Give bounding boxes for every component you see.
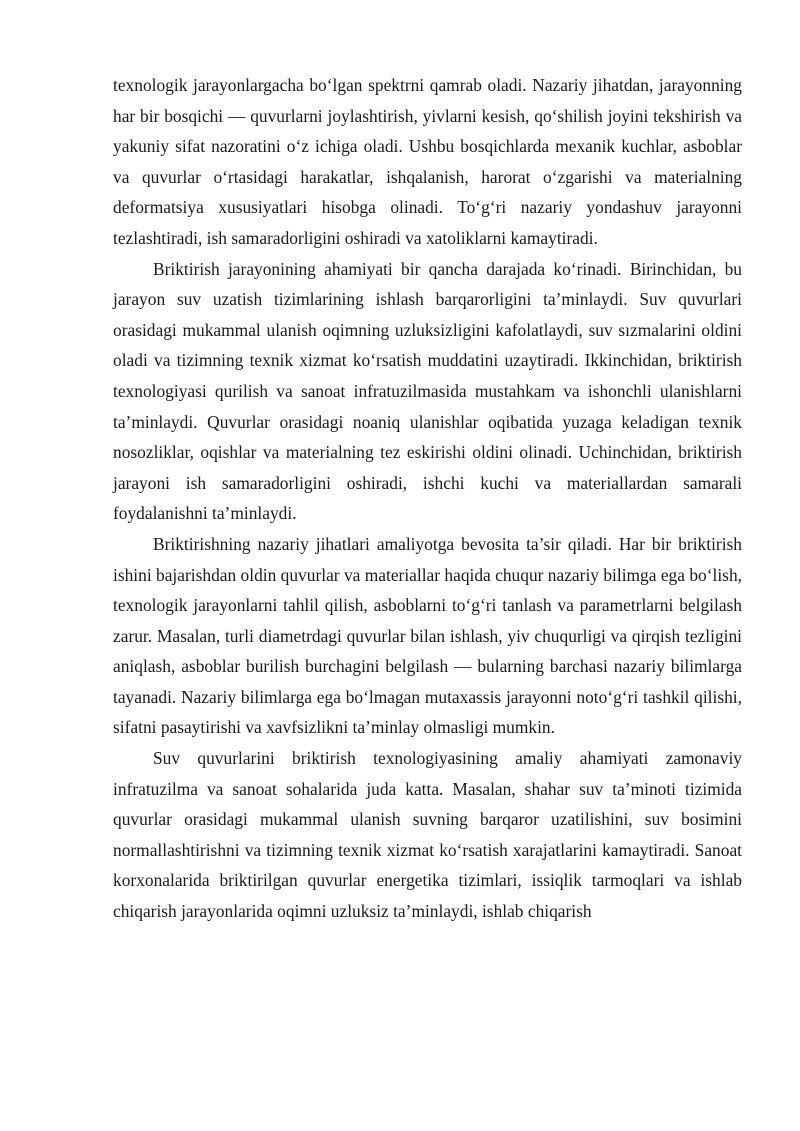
paragraph-continuation: texnologik jarayonlargacha bo‘lgan spektrni qamrab oladi. Nazariy jihatdan, jarayonning har bir bosqichi — quvurlarni joylashtirish, yivlarni kesish, qo‘shilish joyini tekshirish va yakuniy sifat nazoratini o‘z ichiga oladi. Ushbu bosqichlarda mexanik kuchlar, asboblar va quvurlar o‘rtasidagi harakatlar, ishqalanish, harorat o‘zgarishi va materialning deformatsiya xususiyatlari hisobga olinadi. To‘g‘ri nazariy yondashuv jarayonni tezlashtiradi, ish samaradorligini oshiradi va xatoliklarni kamaytiradi. (113, 75, 742, 248)
paragraph-importance: Briktirish jarayonining ahamiyati bir qancha darajada ko‘rinadi. Birinchidan, bu jarayon suv uzatish tizimlarining ishlash barqarorligini ta’minlaydi. Suv quvurlari orasidagi mukammal ulanish oqimning uzluksizligini kafolatlaydi, suv sızmalarini oldini oladi va tizimning texnik xizmat ko‘rsatish muddatini uzaytiradi. Ikkinchidan, briktirish texnologiyasi qurilish va sanoat infratuzilmasida mustahkam va ishonchli ulanishlarni ta’minlaydi. Quvurlar orasidagi noaniq ulanishlar oqibatida yuzaga keladigan texnik nosozliklar, oqishlar va materialning tez eskirishi oldini olinadi. Uchinchidan, briktirish jarayoni ish samaradorligini oshiradi, ishchi kuchi va materiallardan samarali foydalanishni ta’minlaydi. (113, 258, 742, 524)
document-page (113, 70, 742, 927)
paragraph-practical: Suv quvurlarini briktirish texnologiyasining amaliy ahamiyati zamonaviy infratuzilma va sanoat sohalarida juda katta. Masalan, shahar suv ta’minoti tizimida quvurlar orasidagi mukammal ulanish suvning barqaror uzatilishini, suv bosimini normallashtirishni va tizimning texnik xizmat ko‘rsatish xarajatlarini kamaytiradi. Sanoat korxonalarida briktirilgan quvurlar energetika tizimlari, issiqlik tarmoqlari va ishlab chiqarish jarayonlarida oqimni uzluksiz ta’minlaydi, ishlab chiqarish (113, 748, 742, 922)
paragraph-theory: Briktirishning nazariy jihatlari amaliyotga bevosita ta’sir qiladi. Har bir briktirish ishini bajarishdan oldin quvurlar va materiallar haqida chuqur nazariy bilimga ega bo‘lish, texnologik jarayonlarni tahlil qilish, asboblarni to‘g‘ri tanlash va parametrlarni belgilash zarur. Masalan, turli diametrdagi quvurlar bilan ishlash, yiv chuqurligi va qirqish tezligini aniqlash, asboblar burilish burchagini belgilash — bularning barchasi nazariy bilimlarga tayanadi. Nazariy bilimlarga ega bo‘lmagan mutaxassis jarayonni noto‘g‘ri tashkil qilishi, sifatni pasaytirishi va xavfsizlikni ta’minlay olmasligi mumkin. (113, 533, 742, 738)
